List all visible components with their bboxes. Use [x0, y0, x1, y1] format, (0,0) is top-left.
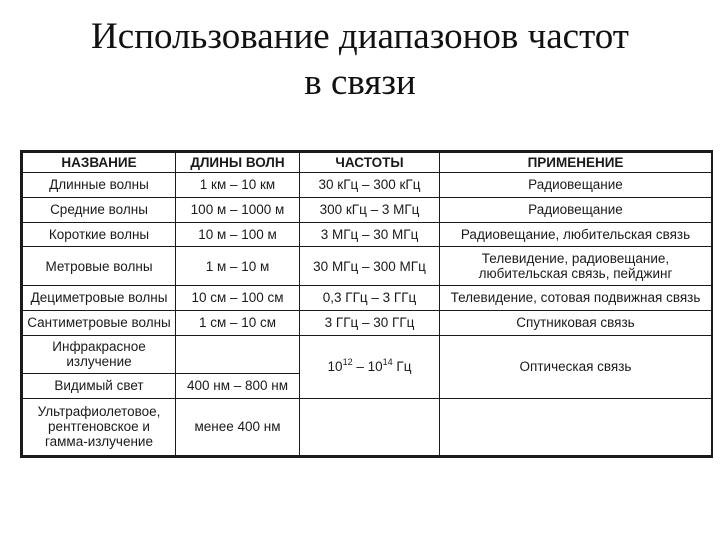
cell-wavelength: 400 нм – 800 нм	[176, 374, 300, 399]
cell-application: Телевидение, радиовещание, любительская связь, пейджинг	[440, 247, 712, 285]
cell-frequency: 300 кГц – 3 МГц	[300, 197, 440, 222]
table-row	[23, 310, 712, 335]
cell-wavelength: 10 см – 100 см	[176, 285, 300, 310]
cell-application: Радиовещание	[440, 197, 712, 222]
cell-name: Средние волны	[23, 197, 176, 222]
cell-application	[440, 398, 712, 455]
table-row	[23, 285, 712, 310]
cell-wavelength	[176, 335, 300, 373]
cell-frequency: 3 МГц – 30 МГц	[300, 222, 440, 247]
cell-wavelength: 1 км – 10 км	[176, 173, 300, 198]
header-wavelength: ДЛИНЫ ВОЛН	[176, 153, 300, 173]
frequency-table-frame	[20, 150, 713, 458]
header-name: НАЗВАНИЕ	[23, 153, 176, 173]
table-row	[23, 173, 712, 198]
cell-name: Инфракрасное излучение	[23, 335, 176, 373]
slide-title	[0, 14, 720, 106]
cell-application: Спутниковая связь	[440, 310, 712, 335]
cell-frequency: 30 МГц – 300 МГц	[300, 247, 440, 285]
header-application: ПРИМЕНЕНИЕ	[440, 153, 712, 173]
table-header-row	[23, 153, 712, 173]
cell-name: Длинные волны	[23, 173, 176, 198]
cell-frequency: 3 ГГц – 30 ГГц	[300, 310, 440, 335]
table-row	[23, 247, 712, 285]
frequency-table	[22, 152, 712, 456]
cell-name: Дециметровые волны	[23, 285, 176, 310]
header-frequency: ЧАСТОТЫ	[300, 153, 440, 173]
cell-name: Видимый свет	[23, 374, 176, 399]
cell-application: Радиовещание, любительская связь	[440, 222, 712, 247]
cell-frequency: 0,3 ГГц – 3 ГГц	[300, 285, 440, 310]
frequency-infrared-value: $10^{12} - 10^{14}$ Гц	[327, 356, 412, 375]
cell-application: Радиовещание	[440, 173, 712, 198]
cell-wavelength: менее 400 нм	[176, 398, 300, 455]
cell-wavelength: 10 м – 100 м	[176, 222, 300, 247]
title-line-2: в связи	[304, 62, 416, 103]
title-line-1: Использование диапазонов частот	[91, 16, 629, 57]
cell-wavelength: 1 см – 10 см	[176, 310, 300, 335]
table-row	[23, 335, 712, 373]
cell-frequency-infrared	[300, 335, 440, 398]
cell-frequency	[300, 398, 440, 455]
table-row	[23, 222, 712, 247]
cell-name: Метровые волны	[23, 247, 176, 285]
table-row	[23, 398, 712, 455]
cell-wavelength: 100 м – 1000 м	[176, 197, 300, 222]
cell-name: Короткие волны	[23, 222, 176, 247]
cell-name: Сантиметровые волны	[23, 310, 176, 335]
cell-application: Оптическая связь	[440, 335, 712, 398]
table-row	[23, 197, 712, 222]
cell-wavelength: 1 м – 10 м	[176, 247, 300, 285]
cell-application: Телевидение, сотовая подвижная связь	[440, 285, 712, 310]
cell-name: Ультрафиолетовое, рентгеновское и гамма-излучение	[23, 398, 176, 455]
cell-frequency: 30 кГц – 300 кГц	[300, 173, 440, 198]
